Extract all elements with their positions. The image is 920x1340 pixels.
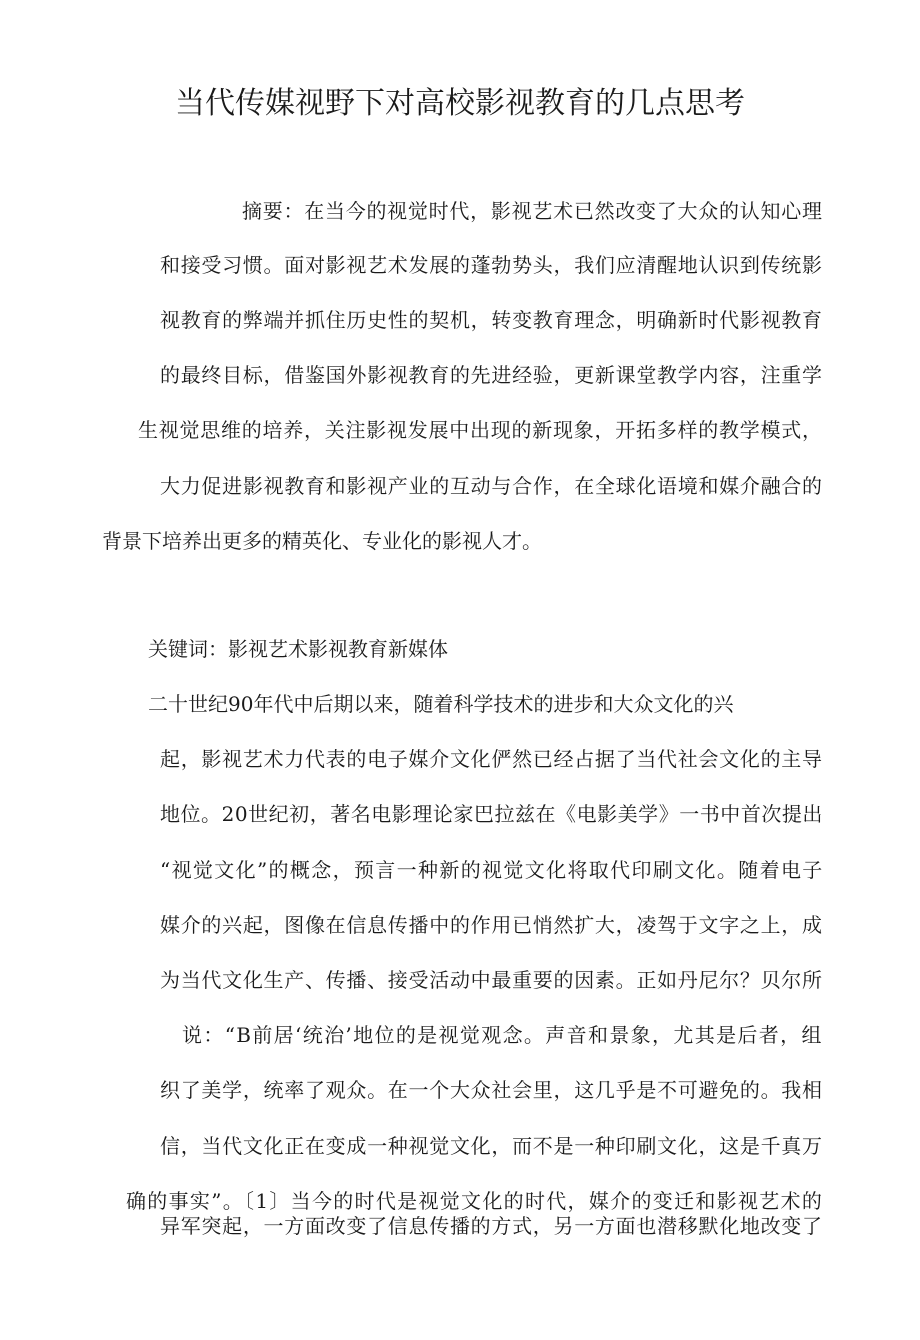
abstract-line: 的最终目标，借鉴国外影视教育的先进经验，更新课堂教学内容，注重学 <box>160 363 823 387</box>
body-line: “视觉文化”的概念，预言一种新的视觉文化将取代印刷文化。随着电子 <box>160 858 824 882</box>
abstract-line: 视教育的弊端并抓住历史性的契机，转变教育理念，明确新时代影视教育 <box>160 308 823 332</box>
keywords: 关键词：影视艺术影视教育新媒体 <box>148 637 448 661</box>
body-line: 异军突起，一方面改变了信息传播的方式，另一方面也潜移默化地改变了 <box>160 1214 823 1238</box>
abstract-line: 背景下培养出更多的精英化、专业化的影视人才。 <box>102 529 542 553</box>
abstract-line: 和接受习惯。面对影视艺术发展的蓬勃势头，我们应清醒地认识到传统影 <box>160 253 823 277</box>
body-line: 说：“B前居‘统治’地位的是视觉观念。声音和景象，尤其是后者，组 <box>182 1023 823 1047</box>
body-line: 媒介的兴起，图像在信息传播中的作用已悄然扩大，凌驾于文字之上，成 <box>160 913 823 937</box>
abstract-line: 大力促进影视教育和影视产业的互动与合作，在全球化语境和媒介融合的 <box>160 474 823 498</box>
abstract-line: 摘要：在当今的视觉时代，影视艺术已然改变了大众的认知心理 <box>242 199 823 223</box>
document-title: 当代传媒视野下对高校影视教育的几点思考 <box>175 86 745 121</box>
body-line: 地位。20世纪初，著名电影理论家巴拉兹在《电影美学》一书中首次提出 <box>160 802 823 826</box>
body-line: 二十世纪90年代中后期以来，随着科学技术的进步和大众文化的兴 <box>148 692 734 716</box>
body-line: 起，影视艺术力代表的电子媒介文化俨然已经占据了当代社会文化的主导 <box>160 747 823 771</box>
body-line: 为当代文化生产、传播、接受活动中最重要的因素。正如丹尼尔？贝尔所 <box>160 968 823 992</box>
abstract-line: 生视觉思维的培养，关注影视发展中出现的新现象，开拓多样的教学模式， <box>138 418 823 442</box>
body-line: 织了美学，统率了观众。在一个大众社会里，这几乎是不可避免的。我相 <box>160 1078 823 1102</box>
body-line: 信，当代文化正在变成一种视觉文化，而不是一种印刷文化，这是千真万 <box>160 1134 823 1158</box>
body-line: 确的事实”。〔1〕当今的时代是视觉文化的时代，媒介的变迁和影视艺术的 <box>126 1189 824 1213</box>
